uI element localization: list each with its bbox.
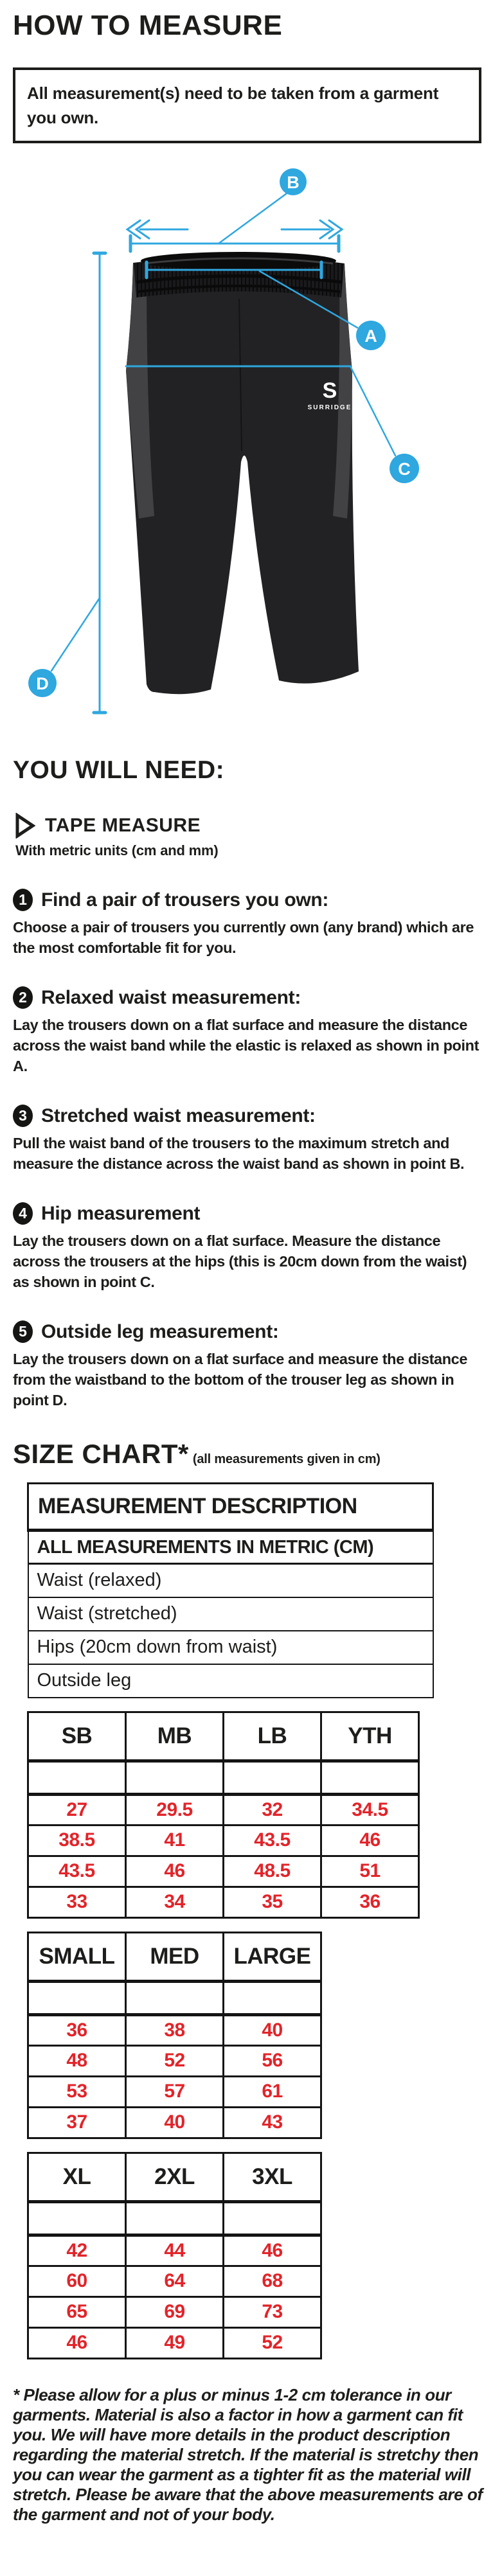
step-title <box>13 986 484 1009</box>
size-value-cell: 61 <box>224 2076 321 2107</box>
size-value-row <box>28 2266 321 2296</box>
size-value-cell: 40 <box>126 2107 224 2138</box>
description-row <box>28 1597 433 1631</box>
size-column-header: MB <box>126 1712 224 1761</box>
size-value-cell: 69 <box>126 2296 224 2327</box>
description-row <box>28 1664 433 1698</box>
size-value-cell: 34 <box>126 1887 224 1917</box>
size-value-cell: 43.5 <box>28 1856 126 1887</box>
point-label-a: A <box>364 326 377 346</box>
size-value-cell: 64 <box>126 2266 224 2296</box>
size-value-cell: 35 <box>224 1887 321 1917</box>
measure-step <box>13 1202 484 1292</box>
size-value-cell: 40 <box>224 2014 321 2045</box>
step-number-badge: 2 <box>13 986 33 1009</box>
step-title <box>13 1320 484 1343</box>
description-table-header: MEASUREMENT DESCRIPTION <box>28 1484 433 1531</box>
size-column-header: YTH <box>321 1712 419 1761</box>
empty-cell <box>224 1981 321 2014</box>
size-value-cell: 36 <box>321 1887 419 1917</box>
size-value-row <box>28 2296 321 2327</box>
description-cell: Outside leg <box>28 1664 433 1698</box>
size-chart-subtitle: (all measurements given in cm) <box>192 1452 381 1466</box>
step-description: Choose a pair of trousers you currently own (any brand) which are the most comfortable fit for you. <box>13 919 474 956</box>
size-table-1 <box>27 1711 420 1919</box>
step-title <box>13 889 484 911</box>
stretched-waist-line <box>130 193 339 251</box>
size-value-cell: 42 <box>28 2235 126 2266</box>
size-value-row <box>28 2076 321 2107</box>
size-value-row <box>28 1794 419 1825</box>
size-table-empty-row <box>28 2201 321 2235</box>
size-tables <box>0 1711 493 2359</box>
size-value-cell: 65 <box>28 2296 126 2327</box>
size-column-header: 3XL <box>224 2153 321 2201</box>
size-value-cell: 52 <box>126 2045 224 2076</box>
size-value-row <box>28 1825 419 1856</box>
description-cell: ALL MEASUREMENTS IN METRIC (CM) <box>28 1531 433 1564</box>
description-row <box>28 1531 433 1564</box>
size-table-empty-row <box>28 1761 419 1794</box>
description-cell: Waist (stretched) <box>28 1597 433 1631</box>
size-value-row <box>28 2327 321 2358</box>
step-number-badge: 1 <box>13 889 33 911</box>
triangle-bullet-icon <box>14 813 36 839</box>
size-column-header: LARGE <box>224 1932 321 1981</box>
empty-cell <box>321 1761 419 1794</box>
measure-step <box>13 1105 484 1174</box>
size-value-cell: 46 <box>224 2235 321 2266</box>
size-value-cell: 46 <box>126 1856 224 1887</box>
size-value-cell: 51 <box>321 1856 419 1887</box>
size-value-cell: 38 <box>126 2014 224 2045</box>
empty-cell <box>224 1761 321 1794</box>
size-table-empty-row <box>28 1981 321 2014</box>
step-title-text: Hip measurement <box>41 1202 201 1224</box>
stretch-left-arrow <box>127 220 188 238</box>
size-value-cell: 57 <box>126 2076 224 2107</box>
size-value-row <box>28 2235 321 2266</box>
empty-cell <box>28 1761 126 1794</box>
size-value-cell: 27 <box>28 1794 126 1825</box>
note-box <box>13 67 481 143</box>
brand-logo-text: SURRIDGE <box>307 404 352 411</box>
size-table-header-row <box>28 1712 419 1761</box>
step-title-text: Outside leg measurement: <box>41 1320 279 1342</box>
size-column-header: XL <box>28 2153 126 2201</box>
size-value-cell: 44 <box>126 2235 224 2266</box>
footnote-text: * Please allow for a plus or minus 1-2 cm tolerance in our garments. Material is also a factor in how a garment can fit you. We will have more details in the product description regarding the material stretch. If the material is stretchy then you can wear the garment as a tighter fit as the material will stretch. Please be aware that the above measurements are of the garment and not of your body. <box>13 2385 483 2524</box>
size-value-cell: 48 <box>28 2045 126 2076</box>
outside-leg-line <box>51 253 105 713</box>
size-column-header: SMALL <box>28 1932 126 1981</box>
size-table-header-row <box>28 2153 321 2201</box>
size-chart-title: SIZE CHART* <box>13 1439 189 1469</box>
step-number-badge: 4 <box>13 1202 33 1225</box>
measure-step <box>13 889 484 958</box>
description-row <box>28 1564 433 1597</box>
step-title <box>13 1105 484 1127</box>
step-title-text: Relaxed waist measurement: <box>41 986 301 1008</box>
size-value-row <box>28 1856 419 1887</box>
step-title-text: Stretched waist measurement: <box>41 1105 316 1126</box>
trousers-diagram-svg <box>0 159 493 737</box>
step-title <box>13 1202 484 1225</box>
brand-logo-mark: S <box>322 378 337 403</box>
empty-cell <box>126 1761 224 1794</box>
stretch-right-arrow <box>282 220 342 238</box>
page-title: HOW TO MEASURE <box>13 10 283 41</box>
size-value-cell: 73 <box>224 2296 321 2327</box>
size-column-header: MED <box>126 1932 224 1981</box>
size-value-cell: 68 <box>224 2266 321 2296</box>
size-value-cell: 52 <box>224 2327 321 2358</box>
tape-measure-item <box>14 813 493 839</box>
description-cell: Hips (20cm down from waist) <box>28 1631 433 1664</box>
note-text: All measurement(s) need to be taken from a garment you own. <box>27 84 439 127</box>
size-value-cell: 49 <box>126 2327 224 2358</box>
step-description: Lay the trousers down on a flat surface and measure the distance across the waist band while the elastic is relaxed as shown in point A. <box>13 1017 480 1074</box>
size-column-header: LB <box>224 1712 321 1761</box>
you-will-need-title: YOU WILL NEED: <box>13 756 225 784</box>
size-value-row <box>28 1887 419 1917</box>
empty-cell <box>28 2201 126 2235</box>
tool-name: TAPE MEASURE <box>45 815 201 836</box>
step-description: Lay the trousers down on a flat surface and measure the distance from the waistband to the bottom of the trouser leg as shown in point D. <box>13 1351 468 1408</box>
step-title-text: Find a pair of trousers you own: <box>41 889 329 910</box>
size-value-cell: 37 <box>28 2107 126 2138</box>
size-table-header-row <box>28 1932 321 1981</box>
size-value-cell: 36 <box>28 2014 126 2045</box>
measurement-description-table <box>27 1482 434 1698</box>
size-value-cell: 34.5 <box>321 1794 419 1825</box>
size-chart-heading <box>13 1439 493 1470</box>
point-label-c: C <box>398 459 411 479</box>
size-value-row <box>28 2045 321 2076</box>
size-value-cell: 46 <box>321 1825 419 1856</box>
size-value-cell: 41 <box>126 1825 224 1856</box>
step-description: Lay the trousers down on a flat surface. Measure the distance across the trousers at the hips (this is 20cm down from the waist) as shown in point C. <box>13 1232 467 1290</box>
trousers-diagram <box>0 159 493 737</box>
step-number-badge: 5 <box>13 1320 33 1343</box>
description-cell: Waist (relaxed) <box>28 1564 433 1597</box>
size-table-3 <box>27 2152 322 2359</box>
step-number-badge: 3 <box>13 1105 33 1127</box>
size-value-cell: 53 <box>28 2076 126 2107</box>
description-row <box>28 1631 433 1664</box>
empty-cell <box>126 2201 224 2235</box>
trousers-illustration <box>126 252 359 694</box>
size-value-cell: 32 <box>224 1794 321 1825</box>
size-value-cell: 38.5 <box>28 1825 126 1856</box>
measure-steps <box>0 889 493 1410</box>
size-value-row <box>28 2014 321 2045</box>
size-value-cell: 43 <box>224 2107 321 2138</box>
size-value-cell: 56 <box>224 2045 321 2076</box>
size-value-cell: 33 <box>28 1887 126 1917</box>
size-value-cell: 29.5 <box>126 1794 224 1825</box>
size-value-cell: 60 <box>28 2266 126 2296</box>
point-label-b: B <box>287 173 300 192</box>
tool-detail: With metric units (cm and mm) <box>15 842 219 858</box>
size-value-row <box>28 2107 321 2138</box>
size-table-2 <box>27 1932 322 2139</box>
size-column-header: 2XL <box>126 2153 224 2201</box>
empty-cell <box>126 1981 224 2014</box>
measure-step <box>13 1320 484 1410</box>
size-value-cell: 46 <box>28 2327 126 2358</box>
measure-step <box>13 986 484 1076</box>
empty-cell <box>28 1981 126 2014</box>
size-value-cell: 48.5 <box>224 1856 321 1887</box>
size-column-header: SB <box>28 1712 126 1761</box>
size-value-cell: 43.5 <box>224 1825 321 1856</box>
empty-cell <box>224 2201 321 2235</box>
point-label-d: D <box>36 674 49 693</box>
step-description: Pull the waist band of the trousers to the maximum stretch and measure the distance across the waist band as shown in point B. <box>13 1135 465 1172</box>
